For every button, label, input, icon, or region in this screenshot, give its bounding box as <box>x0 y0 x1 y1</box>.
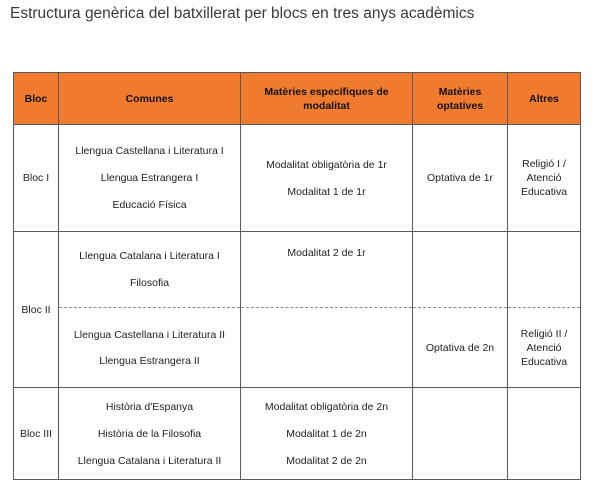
header-optatives: Matèries optatives <box>413 73 508 125</box>
bloc-2b-comunes <box>59 308 241 388</box>
subject-item: Llengua Catalana i Literatura II <box>77 454 222 467</box>
bloc-3-especifiques <box>241 388 413 480</box>
subject-item: Modalitat obligatòria de 2n <box>264 400 389 413</box>
header-comunes: Comunes <box>59 73 241 125</box>
bloc-3-altres <box>508 388 581 480</box>
bloc-3-comunes <box>59 388 241 480</box>
header-altres: Altres <box>508 73 581 125</box>
table-row-bloc-2b <box>14 308 581 388</box>
subject-item: Història d'Espanya <box>105 400 194 413</box>
bloc-2b-altres: Religió II / Atenció Educativa <box>508 308 581 388</box>
subject-item: Llengua Estrangera II <box>99 354 200 367</box>
subject-item: Filosofia <box>129 277 170 289</box>
subject-item: Història de la Filosofia <box>97 427 202 440</box>
subject-item: Modalitat 2 de 2n <box>286 454 367 467</box>
bloc-2a-altres <box>508 232 581 308</box>
bloc-3-label: Bloc III <box>14 388 59 480</box>
bloc-1-comunes <box>59 125 241 232</box>
table-row-bloc-3 <box>14 388 581 480</box>
bloc-3-optatives <box>413 388 508 480</box>
bloc-2a-comunes <box>59 232 241 308</box>
subject-item: Llengua Castellana i Literatura II <box>73 328 226 341</box>
header-especifiques: Matèries específiques de modalitat <box>241 73 413 125</box>
page-title: Estructura genèrica del batxillerat per blocs en tres anys acadèmics <box>10 5 475 22</box>
bloc-2a-optatives <box>413 232 508 308</box>
table-row-bloc-1 <box>14 125 581 232</box>
bloc-2a-especifiques: Modalitat 2 de 1r <box>241 232 413 308</box>
bloc-1-optatives: Optativa de 1r <box>413 125 508 232</box>
bloc-2-label: Bloc II <box>14 232 59 388</box>
table-header-row <box>14 73 581 125</box>
bloc-1-especifiques <box>241 125 413 232</box>
table-row-bloc-2a <box>14 232 581 308</box>
subject-item: Modalitat 1 de 1r <box>287 185 366 198</box>
bloc-1-label: Bloc I <box>14 125 59 232</box>
blocs-table <box>13 72 581 480</box>
subject-item: Llengua Catalana i Literatura I <box>79 250 220 262</box>
header-bloc: Bloc <box>14 73 59 125</box>
bloc-2b-especifiques <box>241 308 413 388</box>
subject-item: Llengua Castellana i Literatura I <box>75 145 224 157</box>
subject-item: Educació Física <box>112 199 187 211</box>
bloc-1-altres: Religió I / Atenció Educativa <box>508 125 581 232</box>
subject-item: Llengua Estrangera I <box>100 172 199 184</box>
subject-item: Modalitat 1 de 2n <box>286 427 367 440</box>
subject-item: Modalitat obligatòria de 1r <box>266 158 387 171</box>
bloc-2b-optatives: Optativa de 2n <box>413 308 508 388</box>
